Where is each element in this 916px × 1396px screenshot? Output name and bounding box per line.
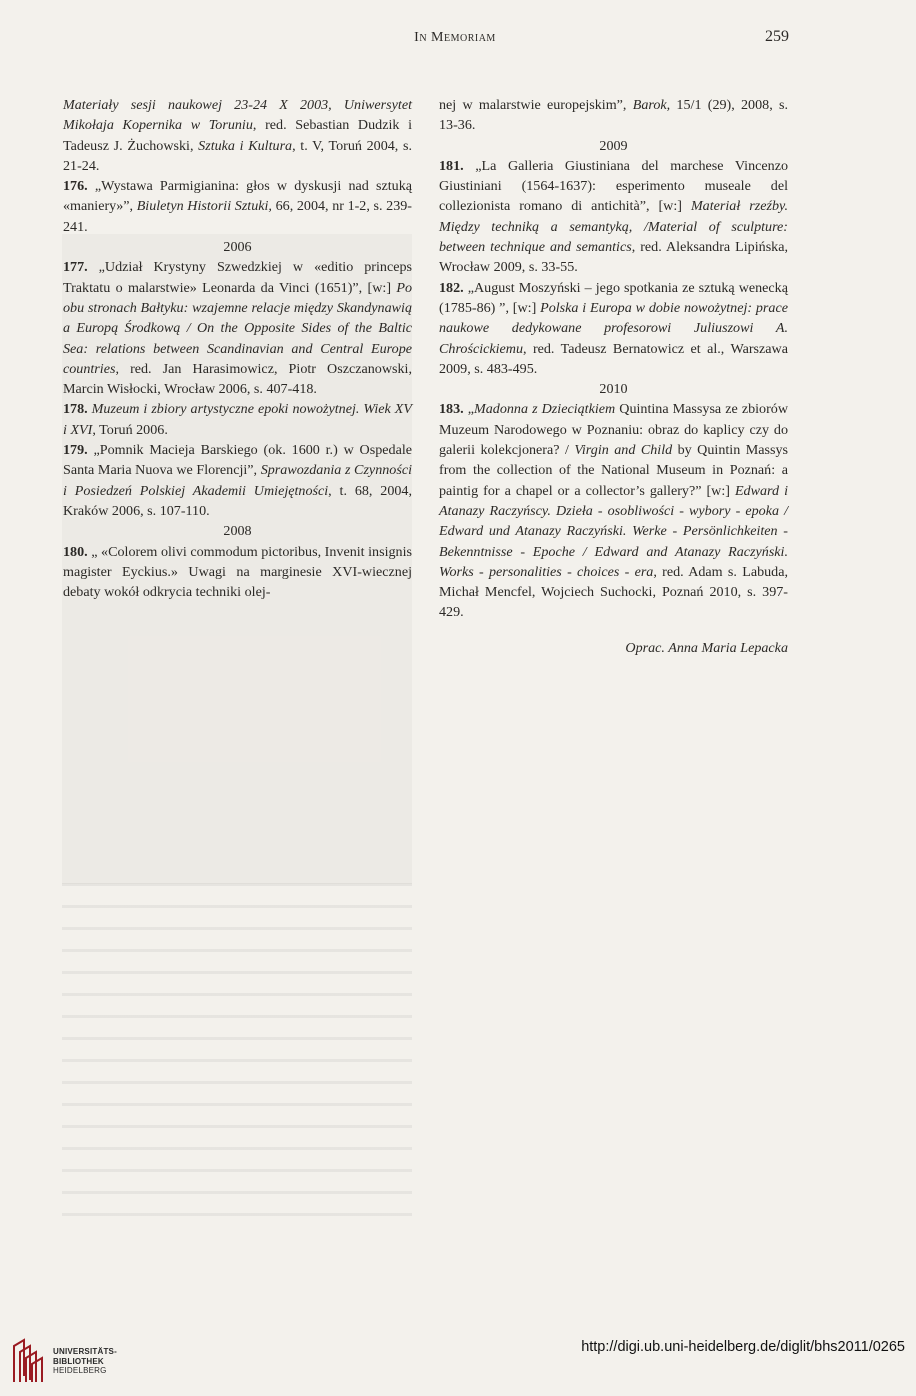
- year-heading-2008: 2008: [223, 523, 252, 540]
- library-name: UNIVERSITÄTS- BIBLIOTHEK HEIDELBERG: [53, 1347, 117, 1375]
- bleed-through-lines: [62, 883, 412, 1223]
- right-column: [439, 95, 788, 658]
- entry-175-continued: Materiały sesji naukowej 23-24 X 2003, Uniwersytet Mikołaja Kopernika w Toruniu, red. Sebastian Dudzik i Tadeusz J. Żuchowski, Sztuka i Kultura, t. V, Toruń 2004, s. 21-24.: [63, 97, 413, 174]
- entry-177: 177. „Udział Krystyny Szwedzkiej w «editio princeps Traktatu o malarstwie» Leonarda da Vinci (1651)”, [w:] Po obu stronach Bałtyku: wzajemne relacje między Skandynawią a Europą Środkową / On the Opposite Sides of the Baltic Sea: relations between Scandinavian and Central Europe countries, red. Jan Harasimowicz, Piotr Oszczanowski, Marcin Wisłocki, Wrocław 2006, s. 407-418.: [63, 259, 412, 398]
- year-heading-2009: 2009: [599, 137, 628, 154]
- entry-182: 182. „August Moszyński – jego spotkania ze sztuką wenecką (1785-86) ”, [w:] Polska i Europa w dobie nowożytnej: prace naukowe dedykowane profesorowi Juliuszowi A. Chrościckiemu, red. Tadeusz Bernatowicz et al., Warszawa 2009, s. 483-495.: [439, 279, 788, 377]
- entry-180: 180. „ «Colorem olivi commodum pictoribus, Invenit insignis magister Eyckius.» Uwagi na marginesie XVI-wiecznej debaty wokół odkrycia techniki olej-: [63, 543, 412, 601]
- digitization-footer: [0, 1330, 916, 1396]
- entry-178: 178. Muzeum i zbiory artystyczne epoki nowożytnej. Wiek XV i XVI, Toruń 2006.: [63, 401, 412, 438]
- page-number: 259: [765, 28, 789, 45]
- library-logo-icon: [10, 1336, 46, 1384]
- permalink-url[interactable]: http://digi.ub.uni-heidelberg.de/diglit/bhs2011/0265: [581, 1339, 905, 1355]
- running-title: In Memoriam: [414, 30, 496, 45]
- left-column: [63, 95, 412, 602]
- entry-181: 181. „La Galleria Giustiniana del marchese Vincenzo Giustiniani (1564-1637): esperimento museale del collezionista romano di antichità”, [w:] Materiał rzeźby. Między techniką a semantyką, /Material of sculpture: between technique and semantics, red. Aleksandra Lipińska, Wrocław 2009, s. 33-55.: [439, 157, 788, 276]
- entry-176: 176. „Wystawa Parmigianina: głos w dyskusji nad sztuką «maniery»”, Biuletyn Historii Sztuki, 66, 2004, nr 1-2, s. 239-241.: [63, 178, 412, 235]
- entry-183: 183. „Madonna z Dzieciątkiem Quintina Massysa ze zbiorów Muzeum Narodowego w Poznaniu: obraz do kaplicy czy do galerii kolekcjonera? / Virgin and Child by Quintin Massys from the collection of the National Museum in Poznań: a paintig for a chapel or a collector’s gallery?” [w:] Edward i Atanazy Raczyńscy. Dzieła - osobliwości - wybory - epoka / Edward und Atanazy Raczyński. Werke - Persönlichkeiten - Bekenntnisse - Epoche / Edward and Atanazy Raczyński. Works - personalities - choices - era, red. Adam s. Labuda, Michał Mencfel, Wojciech Suchocki, Poznań 2010, s. 397-429.: [439, 401, 788, 621]
- entry-179: 179. „Pomnik Macieja Barskiego (ok. 1600 r.) w Ospedale Santa Maria Nuova we Florencji”, Sprawozdania z Czynności i Posiedzeń Polskiej Akademii Umiejętności, t. 68, 2004, Kraków 2006, s. 107-110.: [63, 442, 412, 519]
- compiler-credit: Oprac. Anna Maria Lepacka: [625, 639, 788, 656]
- year-heading-2006: 2006: [223, 239, 252, 256]
- year-heading-2010: 2010: [599, 381, 628, 398]
- page-header: [0, 30, 916, 50]
- entry-180-continued: nej w malarstwie europejskim”, Barok, 15/1 (29), 2008, s. 13-36.: [439, 97, 788, 134]
